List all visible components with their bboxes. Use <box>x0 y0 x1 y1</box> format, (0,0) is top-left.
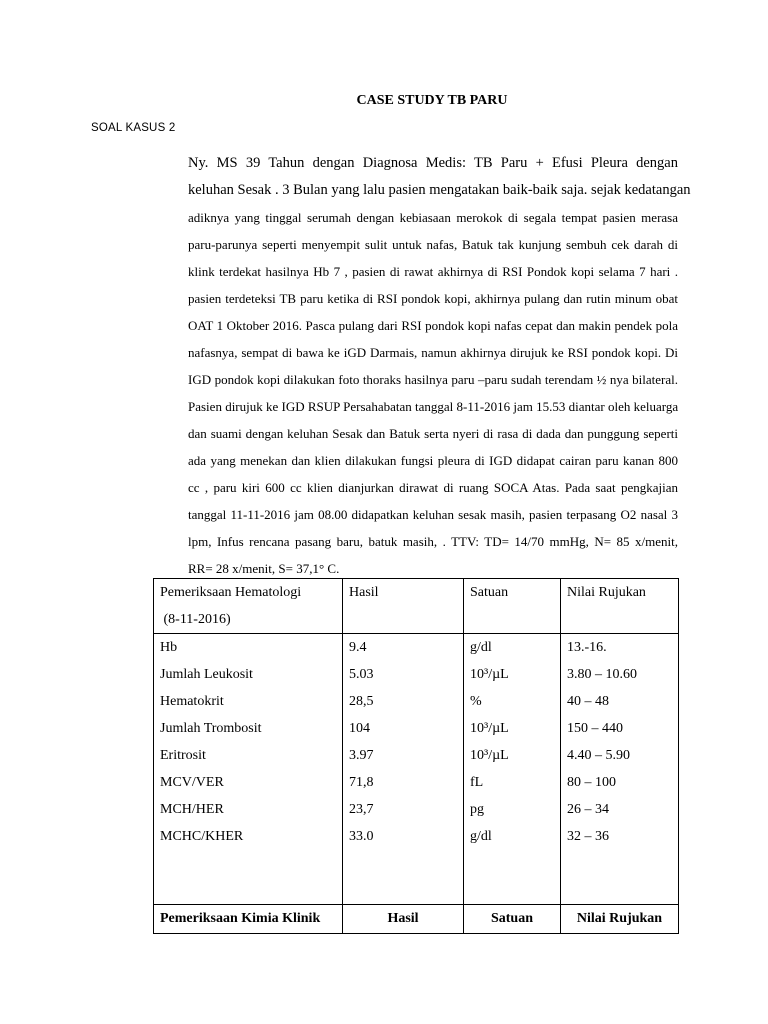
header-exam <box>154 579 343 634</box>
hematology-table <box>153 578 679 934</box>
chemistry-reference-header: Nilai Rujukan <box>561 905 679 934</box>
paragraph-line: Ny. MS 39 Tahun dengan Diagnosa Medis: TB Paru + Efusi Pleura dengan <box>188 155 678 171</box>
exam-reference: 150 – 440 <box>567 721 623 736</box>
exam-name: Hb <box>160 640 178 655</box>
exam-result: 33.0 <box>349 829 374 844</box>
exam-result: 71,8 <box>349 775 374 790</box>
exam-unit: g/dl <box>470 829 492 844</box>
exam-reference: 4.40 – 5.90 <box>567 748 630 763</box>
paragraph-line: nafasnya, sempat di bawa ke iGD Darmais, namun akhirnya dirujuk ke RSI pondok kopi. Di <box>188 345 678 360</box>
paragraph-line: keluhan Sesak . 3 Bulan yang lalu pasien mengatakan baik-baik saja. sejak kedatangan <box>188 182 691 198</box>
exam-name: Jumlah Trombosit <box>160 721 262 736</box>
case-label: SOAL KASUS 2 <box>91 122 176 134</box>
exam-unit: 10³/µL <box>470 748 509 763</box>
exam-result: 23,7 <box>349 802 374 817</box>
header-reference-label: Nilai Rujukan <box>567 585 646 600</box>
paragraph-line: ada yang menekan dan klien dilakukan fungsi pleura di IGD didapat cairan paru kanan 800 <box>188 453 678 468</box>
exam-reference: 32 – 36 <box>567 829 609 844</box>
exam-names-cell <box>154 634 343 905</box>
paragraph-line: paru-parunya seperti menyempit sulit untuk nafas, Batuk tak kunjung sembuh cek darah di <box>188 237 678 252</box>
exam-unit: fL <box>470 775 484 790</box>
exam-reference: 13.-16. <box>567 640 607 655</box>
paragraph-line: OAT 1 Oktober 2016. Pasca pulang dari RSI pondok kopi nafas cepat dan makin pendek pola <box>188 318 678 333</box>
exam-unit: g/dl <box>470 640 492 655</box>
exam-name: MCH/HER <box>160 802 224 817</box>
paragraph-line: pasien terdeteksi TB paru ketika di RSI pondok kopi, akhirnya pulang dan rutin minum obat <box>188 291 678 306</box>
chemistry-unit-header: Satuan <box>464 905 561 934</box>
paragraph-line: IGD pondok kopi dilakukan foto thoraks hasilnya paru –paru sudah terendam ½ nya bilateral. <box>188 372 678 387</box>
exam-unit: pg <box>470 802 484 817</box>
paragraph-line: adiknya yang tinggal serumah dengan kebiasaan merokok di segala tempat pasien merasa <box>188 210 678 225</box>
exam-name: MCV/VER <box>160 775 224 790</box>
exam-name: MCHC/KHER <box>160 829 244 844</box>
exam-name: Hematokrit <box>160 694 224 709</box>
header-unit <box>464 579 561 634</box>
paragraph-line: tanggal 11-11-2016 jam 08.00 didapatkan keluhan sesak masih, pasien terpasang O2 nasal 3 <box>188 507 678 522</box>
exam-reference: 80 – 100 <box>567 775 616 790</box>
exam-unit: % <box>470 694 482 709</box>
exam-result: 28,5 <box>349 694 374 709</box>
document-title: CASE STUDY TB PARU <box>356 93 508 108</box>
table-body-row <box>154 634 679 905</box>
results-cell <box>343 634 464 905</box>
header-result <box>343 579 464 634</box>
paragraph-line: klink terdekat hasilnya Hb 7 , pasien di rawat akhirnya di RSI Pondok kopi selama 7 hari . <box>188 264 678 279</box>
table-header-row <box>154 579 679 634</box>
exam-reference: 40 – 48 <box>567 694 609 709</box>
header-result-label: Hasil <box>349 585 379 600</box>
exam-unit: 10³/µL <box>470 721 509 736</box>
exam-reference: 3.80 – 10.60 <box>567 667 637 682</box>
exam-name: Eritrosit <box>160 748 206 763</box>
paragraph-line: Pasien dirujuk ke IGD RSUP Persahabatan tanggal 8-11-2016 jam 15.53 diantar oleh keluarga <box>188 399 679 414</box>
header-exam-date: (8-11-2016) <box>160 612 231 627</box>
references-cell <box>561 634 679 905</box>
paragraph-line: dan suami dengan keluhan Sesak dan Batuk serta nyeri di rasa di dada dan punggung seperti <box>188 426 678 441</box>
header-reference <box>561 579 679 634</box>
header-unit-label: Satuan <box>470 585 509 600</box>
exam-result: 3.97 <box>349 748 374 763</box>
exam-result: 104 <box>349 721 370 736</box>
paragraph-line: RR= 28 x/menit, S= 37,1° C. <box>188 561 340 576</box>
chemistry-exam-header: Pemeriksaan Kimia Klinik <box>154 905 343 934</box>
exam-result: 5.03 <box>349 667 374 682</box>
exam-result: 9.4 <box>349 640 367 655</box>
case-paragraph <box>188 150 691 582</box>
header-exam-line: Pemeriksaan Hematologi <box>160 585 302 600</box>
exam-name: Jumlah Leukosit <box>160 667 253 682</box>
chemistry-header-row <box>154 905 679 934</box>
units-cell <box>464 634 561 905</box>
chemistry-result-header: Hasil <box>343 905 464 934</box>
paragraph-line: lpm, Infus rencana pasang baru, batuk masih, . TTV: TD= 14/70 mmHg, N= 85 x/menit, <box>188 534 678 549</box>
exam-unit: 10³/µL <box>470 667 509 682</box>
paragraph-line: cc , paru kiri 600 cc klien dianjurkan dirawat di ruang SOCA Atas. Pada saat pengkajian <box>188 480 678 495</box>
exam-reference: 26 – 34 <box>567 802 609 817</box>
